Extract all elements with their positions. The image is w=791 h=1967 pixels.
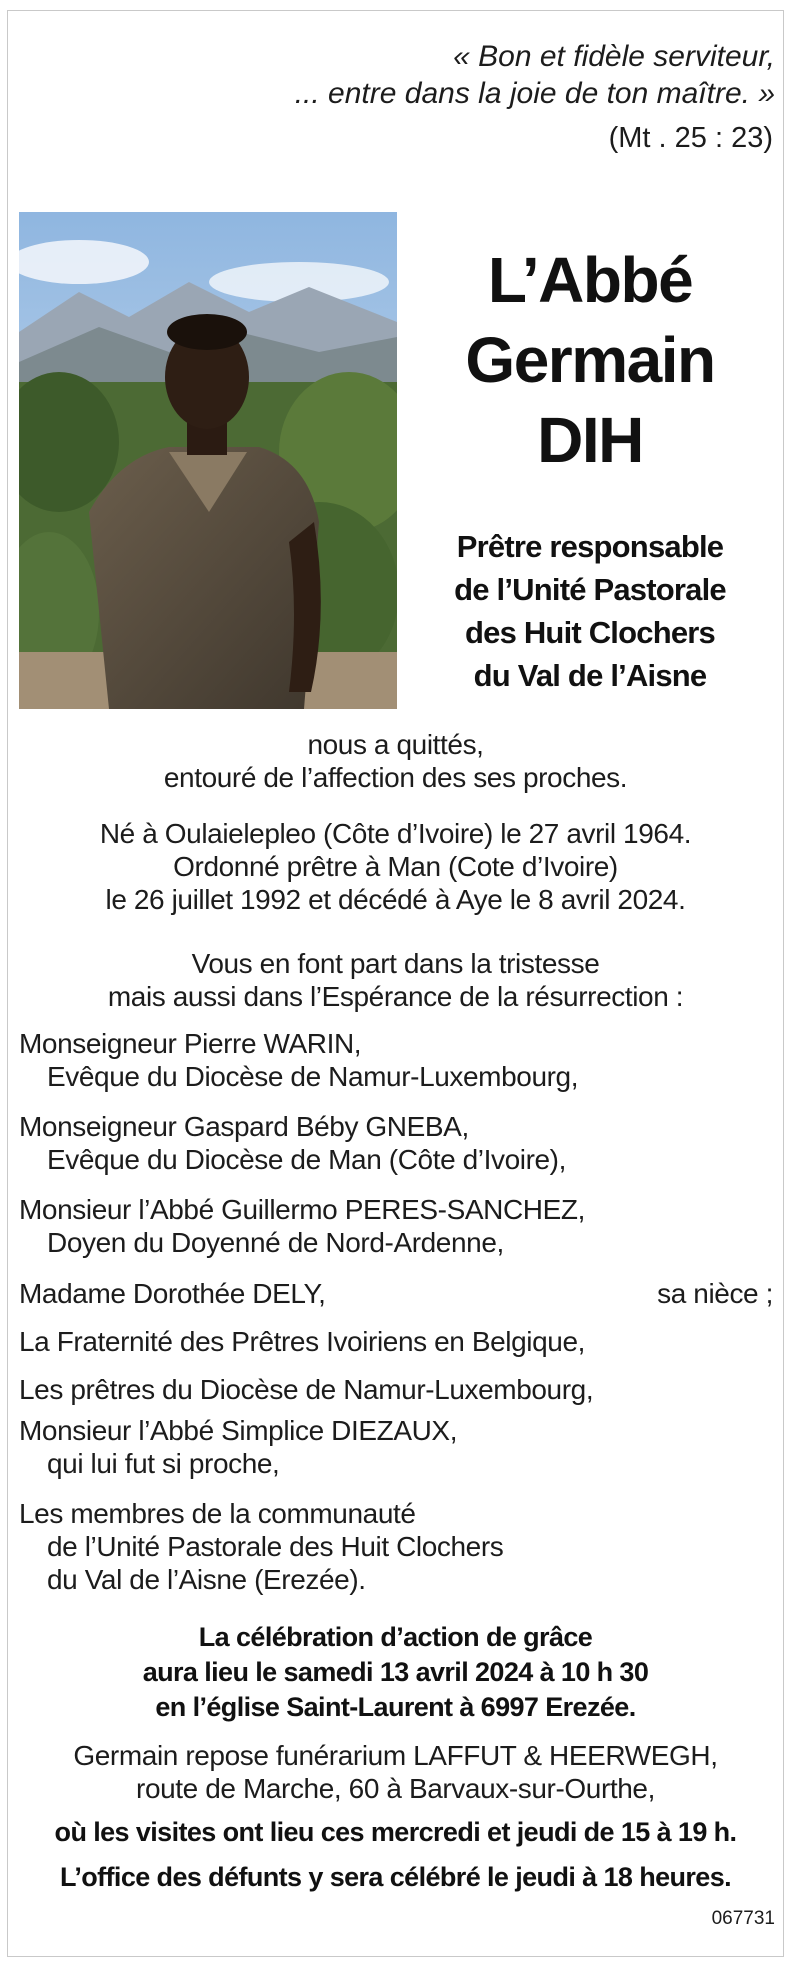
funeral-home-info [0, 1739, 791, 1805]
biography [0, 817, 791, 916]
deceased-role [400, 525, 780, 697]
biography-line-1: Né à Oulaielepleo (Côte d’Ivoire) le 27 avril 1964. [99, 818, 692, 849]
mourner-title: du Val de l’Aisne (Erezée). [47, 1564, 366, 1595]
mourner-entry [19, 1193, 779, 1259]
intro-line-1: Vous en font part dans la tristesse [191, 948, 600, 979]
epigraph-reference: (Mt . 25 : 23) [608, 122, 773, 154]
announcement-line-2: entouré de l’affection des ses proches. [163, 762, 628, 793]
ceremony-line-1: La célébration d’action de grâce [198, 1622, 593, 1652]
funeral-home-line-2: route de Marche, 60 à Barvaux-sur-Ourthe, [136, 1773, 655, 1804]
name-line-1: L’Abbé [487, 244, 693, 316]
epigraph-line-1: « Bon et fidèle serviteur, [453, 40, 775, 73]
mourner-name: Monseigneur Gaspard Béby GNEBA, [19, 1111, 469, 1142]
mourner-relation: sa nièce ; [657, 1278, 773, 1309]
mourner-title: Evêque du Diocèse de Man (Côte d’Ivoire), [47, 1144, 566, 1175]
deceased-name [400, 240, 780, 480]
mourner-entry [19, 1325, 779, 1358]
mourner-title: de l’Unité Pastorale des Huit Clochers [47, 1531, 504, 1562]
role-line-4: du Val de l’Aisne [473, 658, 707, 693]
office-of-the-dead: L’office des défunts y sera célébré le jeudi à 18 heures. [59, 1862, 732, 1892]
announcement-line-1: nous a quittés, [307, 729, 484, 760]
epigraph-line-2: ... entre dans la joie de ton maître. » [294, 77, 775, 110]
mourner-name: Monsieur l’Abbé Simplice DIEZAUX, [19, 1415, 458, 1446]
mourner-name: Monsieur l’Abbé Guillermo PERES-SANCHEZ, [19, 1194, 585, 1225]
mourner-name: Les prêtres du Diocèse de Namur-Luxembourg, [19, 1374, 594, 1405]
mourner-entry [19, 1373, 779, 1406]
mourner-name: Monseigneur Pierre WARIN, [19, 1028, 362, 1059]
portrait-photo [19, 212, 397, 709]
funeral-home-line-1: Germain repose funérarium LAFFUT & HEERWEGH, [73, 1740, 718, 1771]
role-line-1: Prêtre responsable [456, 529, 724, 564]
ceremony-line-3: en l’église Saint-Laurent à 6997 Erezée. [155, 1692, 636, 1722]
mourner-entry [19, 1497, 779, 1596]
name-line-3: DIH [537, 404, 643, 476]
intro-line-2: mais aussi dans l’Espérance de la résurrection : [107, 981, 684, 1012]
mourner-title: Evêque du Diocèse de Namur-Luxembourg, [47, 1061, 579, 1092]
ceremony-line-2: aura lieu le samedi 13 avril 2024 à 10 h 30 [142, 1657, 649, 1687]
mourner-entry [19, 1414, 779, 1480]
mourner-name: Madame Dorothée DELY, [19, 1278, 326, 1309]
visiting-hours: où les visites ont lieu ces mercredi et jeudi de 15 à 19 h. [54, 1817, 737, 1847]
mourner-entry [19, 1027, 779, 1093]
mourner-entry [19, 1110, 779, 1176]
role-line-2: de l’Unité Pastorale [454, 572, 726, 607]
intro [0, 947, 791, 1013]
ad-reference-number: 067731 [711, 1908, 775, 1929]
mourner-name: La Fraternité des Prêtres Ivoiriens en Belgique, [19, 1326, 585, 1357]
epigraph-quote [55, 38, 775, 112]
role-line-3: des Huit Clochers [465, 615, 715, 650]
ceremony-info [0, 1620, 791, 1725]
biography-line-2: Ordonné prêtre à Man (Cote d’Ivoire) [173, 851, 618, 882]
name-line-2: Germain [465, 324, 715, 396]
mourner-title: Doyen du Doyenné de Nord-Ardenne, [47, 1227, 504, 1258]
mourner-name: Les membres de la communauté [19, 1498, 416, 1529]
biography-line-3: le 26 juillet 1992 et décédé à Aye le 8 avril 2024. [105, 884, 686, 915]
announcement [0, 728, 791, 794]
mourner-entry [19, 1277, 779, 1310]
mourner-title: qui lui fut si proche, [47, 1448, 280, 1479]
